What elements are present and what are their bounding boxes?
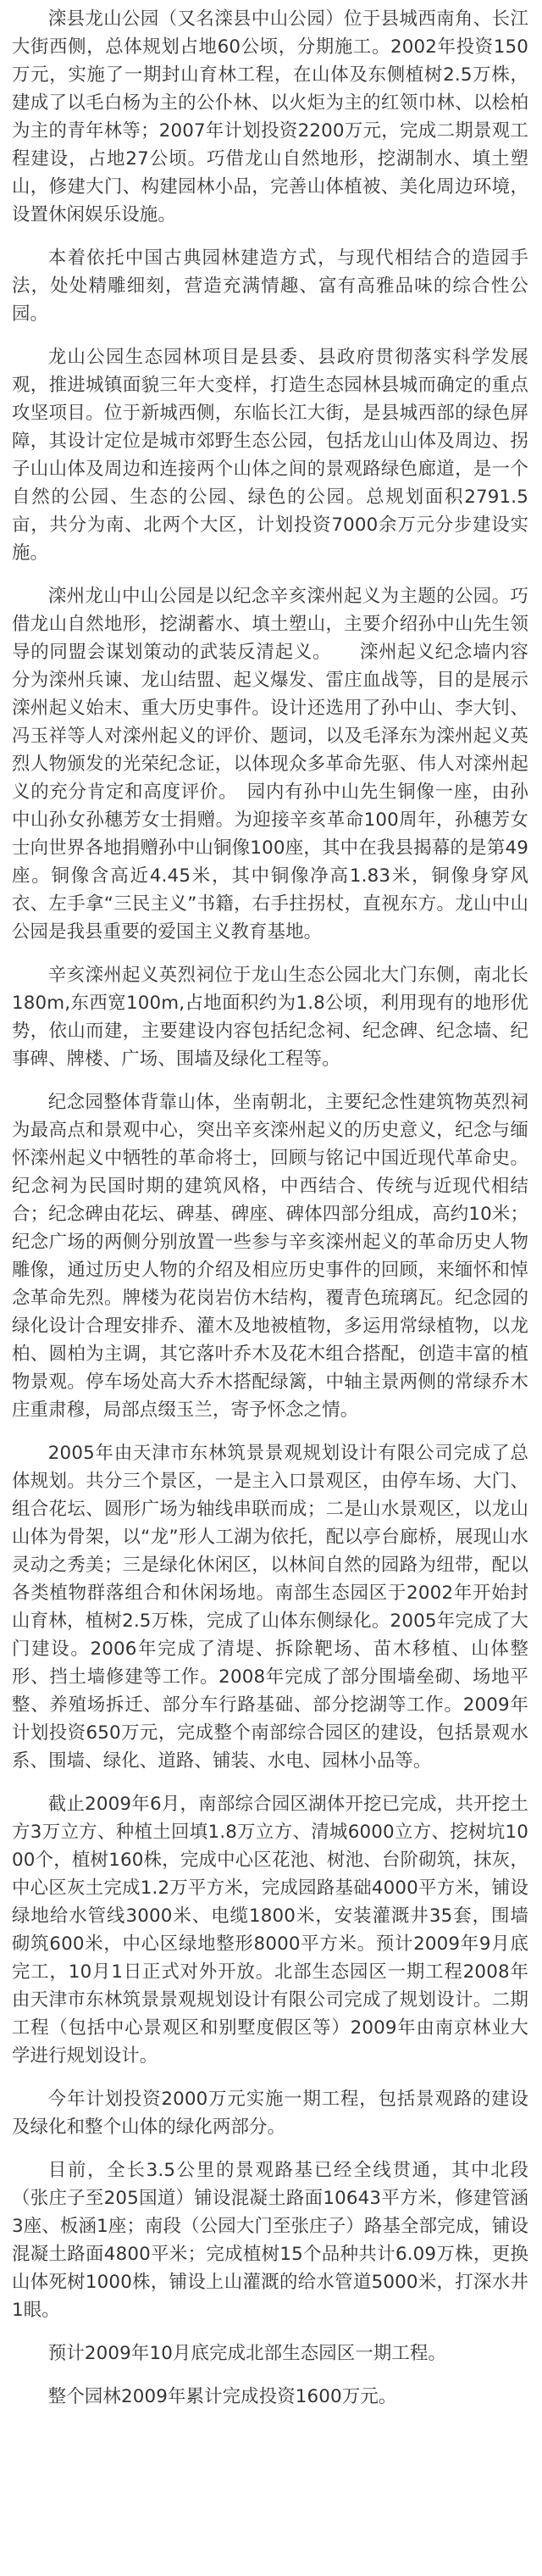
paragraph-zhongshan-park: 滦州龙山中山公园是以纪念辛亥滦州起义为主题的公园。巧借龙山自然地形，挖湖蓄水、填土塑山，主要介绍孙中山先生领导的同盟会谋划策动的武装反清起义。 滦州起义纪念墙内容分为滦州兵谏、龙山结盟、起义爆发、雷庄血战等，目的是展示滦州起义始末、重大历史事件。设计还选用了孙中山、李大钊、冯玉祥等人对滦州起义的评价、题词，以及毛泽东为滦州起义英烈人物颁发的光荣纪念证，以体现众多革命先驱、伟人对滦州起义的充分肯定和高度评价。 园内有孙中山先生铜像一座，由孙中山孙女孙穗芳女士捐赠。为迎接辛亥革命100周年，孙穗芳女士向世界各地捐赠孙中山铜像100座，其中在我县揭幕的是第49座。铜像含高近4.45米，其中铜像净高1.83米，铜像身穿风衣、左手拿“三民主义”书籍，右手拄拐杖，直视东方。龙山中山公园是我县重要的爱国主义教育基地。 [12, 586, 528, 943]
paragraph-master-plan: 2005年由天津市东林筑景景观规划设计有限公司完成了总体规划。共分三个景区，一是主入口景观区，由停车场、大门、组合花坛、圆形广场为轴线串联而成；二是山水景观区，以龙山山体为骨架，以“龙”形人工湖为依托，配以亭台廊桥，展现山水灵动之秀美；三是绿化休闲区，以林间自然的园路为纽带，配以各类植物群落组合和休闲场地。南部生态园区于2002年开始封山育林，植树2.5万株，完成了山体东侧绿化。2005年完成了大门建设。2006年完成了清堤、拆除靶场、苗木移植、山体整形、挡土墙修建等工作。2008年完成了部分围墙垒砌、场地平整、养殖场拆迁、部分车行路基础、部分挖湖等工作。2009年计划投资650万元，完成整个南部综合园区的建设，包括景观水系、围墙、绿化、道路、铺装、水电、园林小品等。 [12, 1443, 528, 1772]
paragraph-total-investment: 整个园林2009年累计完成投资1600万元。 [47, 2386, 397, 2407]
paragraph-overview: 滦县龙山公园（又名滦县中山公园）位于县城西南角、长江大街西侧，总体规划占地60公顷，分期施工。2002年投资150万元，实施了一期封山育林工程，在山体及东侧植树2.5万株，建成了以毛白杨为主的公仆林、以火炬为主的红领巾林、以桧柏为主的青年林等；2007年计划投资2200万元，完成二期景观工程建设，占地27公顷。巧借龙山自然地形，挖湖制水、填土塑山，修建大门、构建园林小品，完善山体植被、美化周边环境，设置休闲娱乐设施。 [12, 8, 528, 225]
paragraph-completion-forecast: 预计2009年10月底完成北部生态园区一期工程。 [47, 2343, 447, 2364]
paragraph-design-approach: 本着依托中国古典园林建造方式，与现代相结合的造园手法，处处精雕细刻，营造充满情趣、富有高雅品味的综合性公园。 [12, 248, 528, 325]
paragraph-progress-2009: 截止2009年6月，南部综合园区湖体开挖已完成，共开挖土方3万立方、种植土回填1.8万立方、清城6000立方、挖树坑1000个，植树160株，完成中心区花池、树池、台阶砌筑，抹灰，中心区灰土完成1.2万平方米，完成园路基础4000平方米，铺设绿地给水管线3000米、电缆1800米，安装灌溉井35套，围墙砌筑600米，中心区绿地整形8000平方米。预计2009年9月底完工，10月1日正式对外开放。北部生态园区一期工程2008年由天津市东林筑景景观规划设计有限公司完成了规划设计。二期工程（包括中心景观区和别墅度假区等）2009年由南京林业大学进行规划设计。 [12, 1794, 528, 2067]
paragraph-investment-plan: 今年计划投资2000万元实施一期工程，包括景观路的建设及绿化和整个山体的绿化两部分。 [12, 2089, 528, 2138]
paragraph-road-status: 目前，全长3.5公里的景观路基已经全线贯通，其中北段（张庄子至205国道）铺设混凝土路面10643平方米，修建管涵3座、板涵1座；南段（公园大门至张庄子）路基全部完成，铺设混凝土路面4800平米；完成植树15个品种共计6.09万株，更换山体死树1000株，铺设上山灌溉的给水管道5000米，打深水井1眼。 [12, 2160, 528, 2321]
paragraph-martyrs-shrine: 辛亥滦州起义英烈祠位于龙山生态公园北大门东侧，南北长180m,东西宽100m,占地面积约为1.8公顷，利用现有的地形优势，依山而建，主要建设内容包括纪念祠、纪念碑、纪念墙、纪事碑、牌楼、广场、围墙及绿化工程等。 [12, 965, 528, 1070]
paragraph-memorial-garden: 纪念园整体背靠山体，坐南朝北，主要纪念性建筑物英烈祠为最高点和景观中心，突出辛亥滦州起义的历史意义，纪念与缅怀滦州起义中牺牲的革命将士，回顾与铭记中国近现代革命史。纪念祠为民国时期的建筑风格，中西结合、传统与近现代相结合；纪念碑由花坛、碑基、碑座、碑体四部分组成，高约10米；纪念广场的两侧分别放置一些参与辛亥滦州起义的革命历史人物雕像，通过历史人物的介绍及相应历史事件的回顾，来缅怀和悼念革命先烈。牌楼为花岗岩仿木结构，覆青色琉璃瓦。纪念园的绿化设计合理安排乔、灌木及地被植物，多运用常绿植物，以龙柏、圆柏为主调，其它落叶乔木及花木组合搭配，创造丰富的植物景观。停车场处高大乔木搭配绿篱，中轴主景两侧的常绿乔木庄重肃穆，局部点缀玉兰，寄予怀念之情。 [12, 1092, 528, 1421]
paragraph-ecological-project: 龙山公园生态园林项目是县委、县政府贯彻落实科学发展观，推进城镇面貌三年大变样，打造生态园林县城而确定的重点攻坚项目。位于新城西侧，东临长江大街，是县城西部的绿色屏障，其设计定位是城市郊野生态公园，包括龙山山体及周边、拐子山山体及周边和连接两个山体之间的景观路绿色廊道，是一个自然的公园、生态的公园、绿色的公园。总规划面积2791.5亩，共分为南、北两个大区，计划投资7000余万元分步建设实施。 [12, 347, 528, 564]
